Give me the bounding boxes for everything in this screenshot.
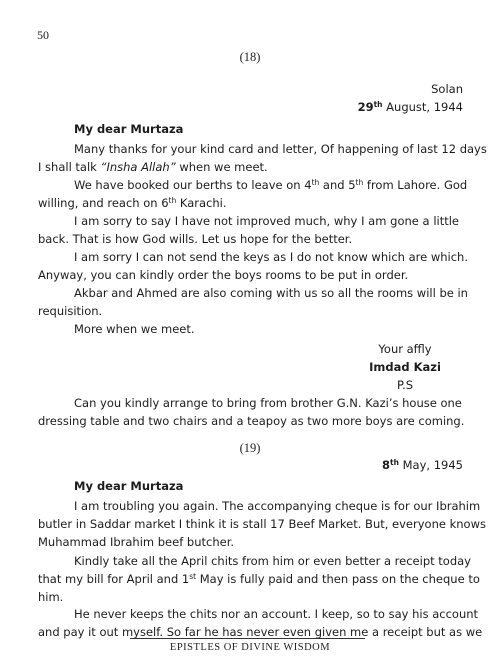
signature-name: Imdad Kazi: [369, 360, 441, 374]
footer-title: EPISTLES OF DIVINE WISDOM: [169, 642, 331, 653]
salutation: My dear Murtaza: [74, 479, 184, 493]
paragraph: I am sorry I can not send the keys as I do not know which are which. Anyway, you can kindly order the boys rooms to be put in order.: [38, 250, 468, 282]
paragraph: I am sorry to say I have not improved much, why I am gone a little back. That is how God wills. Let us hope for the better.: [38, 214, 459, 246]
postscript-label: P.S: [396, 378, 414, 392]
paragraph: Kindly take all the April chits from him or even better a receipt today that my bill for April and 1st May is fully paid and then pass on the cheque to him.: [38, 554, 480, 604]
paragraph: He never keeps the chits nor an account. I keep, so to say his account and pay it out myself. So far he has never even given me a receipt but as we: [38, 607, 483, 639]
paragraph: Many thanks for your kind card and letter, Of happening of last 12 days I shall talk “Insha Allah” when we meet.: [38, 142, 487, 174]
letter-place: Solan: [431, 82, 463, 96]
salutation: My dear Murtaza: [74, 122, 184, 136]
letter-number-18: (18): [239, 50, 261, 64]
paragraph: Akbar and Ahmed are also coming with us so all the rooms will be in requisition.: [38, 286, 468, 318]
letter-date: 8th May, 1945: [382, 458, 463, 472]
footer-rule: [130, 638, 365, 639]
paragraph: More when we meet.: [74, 322, 195, 336]
postscript: Can you kindly arrange to bring from brother G.N. Kazi’s house one dressing table and two chairs and a teapoy as two more boys are coming.: [38, 396, 465, 428]
closing: Your affly: [378, 342, 432, 356]
paragraph: I am troubling you again. The accompanying cheque is for our Ibrahim butler in Saddar market I think it is stall 17 Beef Market. But, everyone knows Muhammad Ibrahim beef butcher.: [38, 499, 486, 549]
letter-date: 29th August, 1944: [357, 100, 463, 114]
page-number: 50: [37, 28, 49, 42]
paragraph: We have booked our berths to leave on 4th and 5th from Lahore. God willing, and reach on 6th Karachi.: [38, 178, 468, 210]
letter-number-19: (19): [239, 441, 261, 455]
